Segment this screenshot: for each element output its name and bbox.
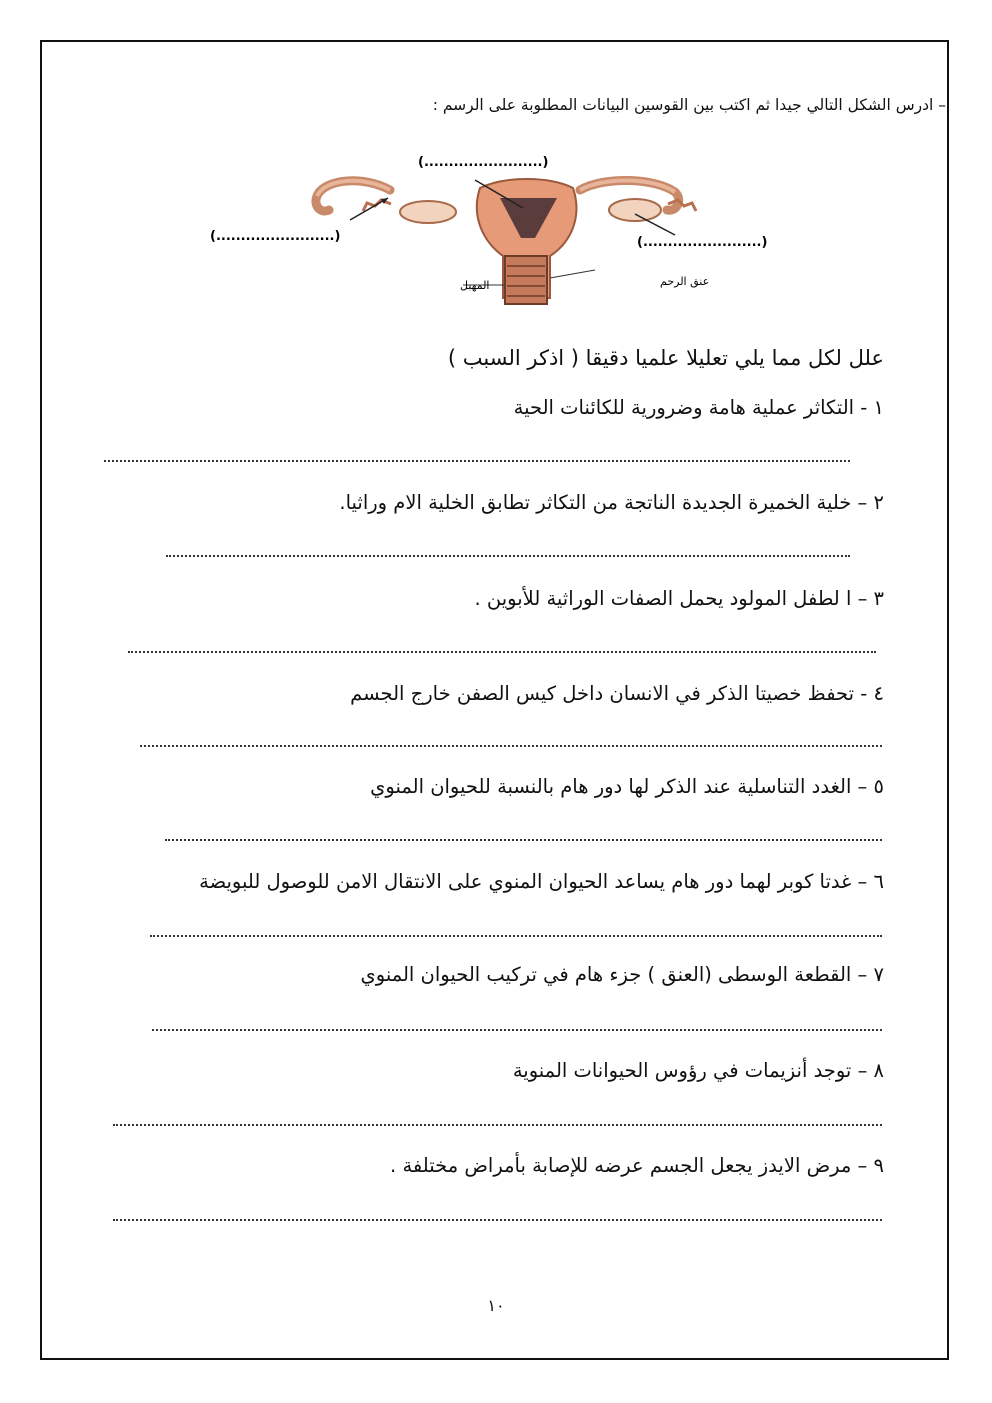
question-3: ٣ – ا لطفل المولود يحمل الصفات الوراثية للأبوين .: [474, 587, 884, 610]
answer-line-9[interactable]: [113, 1219, 882, 1221]
question-4: ٤ - تحفظ خصيتا الذكر في الانسان داخل كيس الصفن خارج الجسم: [350, 682, 884, 705]
answer-line-6[interactable]: [150, 935, 882, 937]
answer-line-2[interactable]: [166, 555, 850, 557]
label-vagina: المهبل: [460, 279, 490, 292]
question-6: ٦ – غدتا كوبر لهما دور هام يساعد الحيوان المنوي على الانتقال الامن للوصول للبويضة: [199, 870, 884, 893]
blank-top: (........................): [418, 155, 549, 170]
question-7: ٧ – القطعة الوسطى (العنق ) جزء هام في تركيب الحيوان المنوي: [360, 963, 884, 986]
page-number: ١٠: [487, 1296, 505, 1315]
answer-line-4[interactable]: [140, 745, 882, 747]
question-2: ٢ – خلية الخميرة الجديدة الناتجة من التكاثر تطابق الخلية الام وراثيا.: [339, 491, 884, 514]
question-1: ١ - التكاثر عملية هامة وضرورية للكائنات الحية: [513, 396, 884, 419]
answer-line-3[interactable]: [128, 651, 876, 653]
answer-line-8[interactable]: [113, 1124, 882, 1126]
section-title: علل لكل مما يلي تعليلا علميا دقيقا ( اذكر السبب ): [447, 346, 884, 370]
question-5: ٥ – الغدد التناسلية عند الذكر لها دور هام بالنسبة للحيوان المنوي: [370, 775, 884, 798]
blank-left: (........................): [210, 229, 341, 244]
uterus-diagram: [205, 148, 810, 308]
blank-right: (........................): [637, 235, 768, 250]
question-8: ٨ – توجد أنزيمات في رؤوس الحيوانات المنوية: [512, 1059, 884, 1082]
label-cervix: عنق الرحم: [660, 275, 710, 288]
answer-line-5[interactable]: [165, 839, 882, 841]
answer-line-1[interactable]: [104, 460, 850, 462]
question-9: ٩ – مرض الايدز يجعل الجسم عرضه للإصابة بأمراض مختلفة .: [390, 1154, 884, 1177]
instruction-text: – ادرس الشكل التالي جيدا ثم اكتب بين القوسين البيانات المطلوبة على الرسم :: [432, 96, 946, 114]
answer-line-7[interactable]: [152, 1029, 882, 1031]
